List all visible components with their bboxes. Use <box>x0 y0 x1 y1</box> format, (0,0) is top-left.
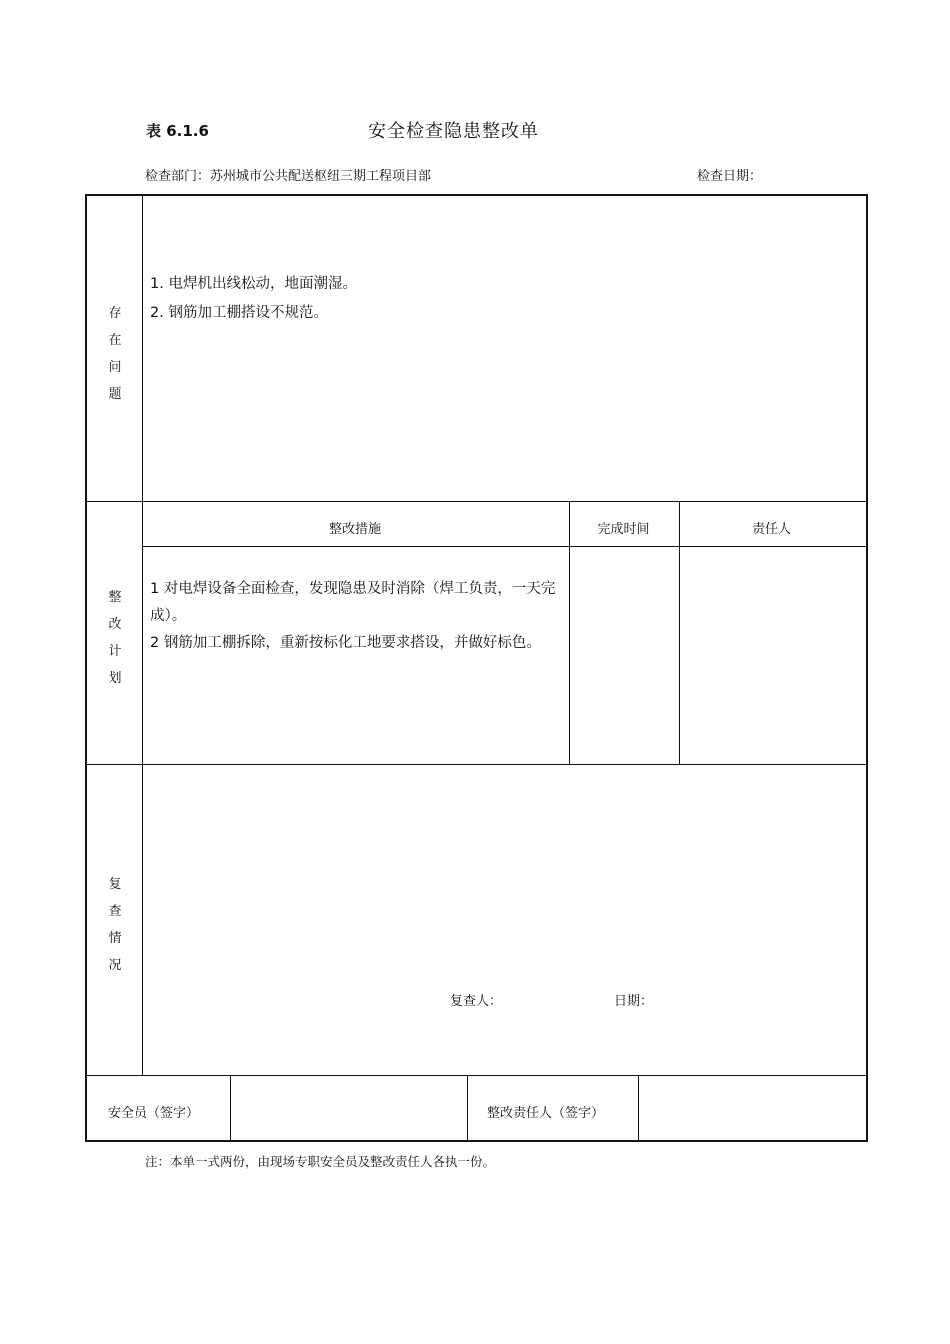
plan-side-label: 整 改 计 划 <box>108 590 122 686</box>
plan-header-divider <box>142 546 866 547</box>
responsible-person-column-header: 责任人 <box>751 522 791 537</box>
plan-row-divider <box>87 764 866 765</box>
completion-time-column-header: 完成时间 <box>597 522 650 537</box>
recheck-row-divider <box>87 1075 866 1076</box>
issue-item: 2. 钢筋加工棚搭设不规范。 <box>150 305 328 321</box>
plan-time-column-divider <box>569 501 570 764</box>
issues-row-divider <box>87 501 866 502</box>
safety-officer-signature-label: 安全员（签字） <box>108 1106 200 1121</box>
signature-divider-3 <box>638 1075 639 1140</box>
recheck-date-label: 日期： <box>614 994 654 1009</box>
issues-list <box>150 270 357 328</box>
measures-column-header: 整改措施 <box>328 522 381 537</box>
plan-person-column-divider <box>679 501 680 764</box>
reviewer-label: 复查人： <box>450 994 503 1009</box>
recheck-side-label: 复 查 情 况 <box>108 877 122 973</box>
form-title: 安全检查隐患整改单 <box>368 121 539 142</box>
issues-side-label: 存 在 问 题 <box>108 306 122 402</box>
issue-item: 1. 电焊机出线松动，地面潮湿。 <box>150 276 357 292</box>
signature-divider-1 <box>230 1075 231 1140</box>
inspection-date-label: 检查日期： <box>697 169 763 184</box>
measures-list <box>150 576 562 657</box>
responsible-signature-label: 整改责任人（签字） <box>487 1106 605 1121</box>
inspection-department: 检查部门：苏州城市公共配送枢纽三期工程项目部 <box>145 169 432 184</box>
measure-item: 2 钢筋加工棚拆除，重新按标化工地要求搭设，并做好标色。 <box>150 635 541 651</box>
footer-note: 注：本单一式两份，由现场专职安全员及整改责任人各执一份。 <box>145 1154 496 1169</box>
measure-item: 1 对电焊设备全面检查，发现隐患及时消除（焊工负责，一天完成）。 <box>150 581 556 624</box>
table-number: 表 6.1.6 <box>146 122 209 140</box>
signature-divider-2 <box>467 1075 468 1140</box>
